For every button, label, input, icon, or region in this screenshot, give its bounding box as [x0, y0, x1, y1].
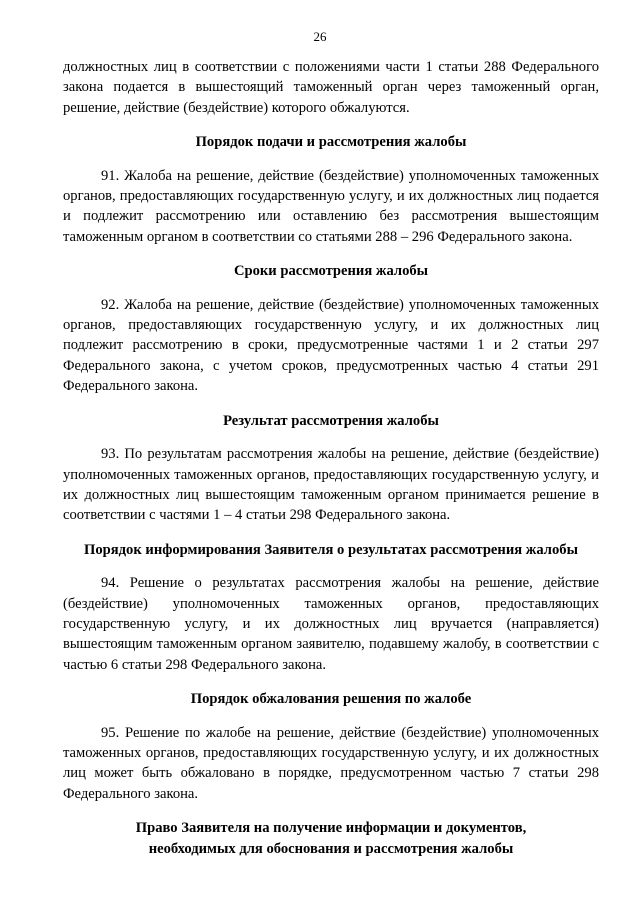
intro-paragraph: должностных лиц в соответствии с положениями части 1 статьи 288 Федерального закона подается в вышестоящий таможенный орган через таможенный орган, решение, действие (бездействие) которого обжалуются. [63, 59, 599, 116]
section-heading-filing: Порядок подачи и рассмотрения жалобы [195, 134, 467, 151]
paragraph-95: 95. Решение по жалобе на решение, действие (бездействие) уполномоченных таможенных органов, предоставляющих государственную услугу, и их должностных лиц может быть обжаловано в порядке, предусмотренном частью 7 статьи 298 Федерального закона. [63, 724, 599, 802]
section-heading-result: Результат рассмотрения жалобы [223, 412, 439, 429]
final-heading-line-2: необходимых для обоснования и рассмотрения жалобы [148, 840, 514, 857]
page-number: 26 [313, 29, 327, 44]
section-heading-appeal: Порядок обжалования решения по жалобе [190, 691, 472, 708]
section-heading-deadlines: Сроки рассмотрения жалобы [233, 263, 429, 280]
paragraph-94: 94. Решение о результатах рассмотрения жалобы на решение, действие (бездействие) уполномоченных таможенных органов, предоставляющих государственную услугу, и их должностных лиц вручается (направляется) вышестоящим таможенным органом заявителю, подавшему жалобу, в соответствии с частью 6 статьи 298 Федерального закона. [63, 575, 599, 673]
document-body [63, 57, 599, 859]
section-heading-informing: Порядок информирования Заявителя о результатах рассмотрения жалобы [84, 541, 578, 558]
final-heading-line-1: Право Заявителя на получение информации и документов, [135, 820, 527, 837]
paragraph-91: 91. Жалоба на решение, действие (бездействие) уполномоченных таможенных органов, предоставляющих государственную услугу, и их должностных лиц подается и подлежит рассмотрению или оставлению без рассмотрения вышестоящим таможенным органом в соответствии со статьями 288 – 296 Федерального закона. [63, 167, 599, 245]
paragraph-93: 93. По результатам рассмотрения жалобы на решение, действие (бездействие) уполномоченных таможенных органов, предоставляющих государственную услугу, и их должностных лиц вышестоящим таможенным органом принимается решение в соответствии с частями 1 – 4 статьи 298 Федерального закона. [63, 446, 599, 524]
paragraph-92: 92. Жалоба на решение, действие (бездействие) уполномоченных таможенных органов, предоставляющих государственную услугу, и их должностных лиц подлежит рассмотрению в сроки, предусмотренные частями 1 и 2 статьи 297 Федерального закона, с учетом сроков, предусмотренных частью 4 статьи 291 Федерального закона. [63, 296, 599, 395]
final-heading [63, 818, 599, 859]
